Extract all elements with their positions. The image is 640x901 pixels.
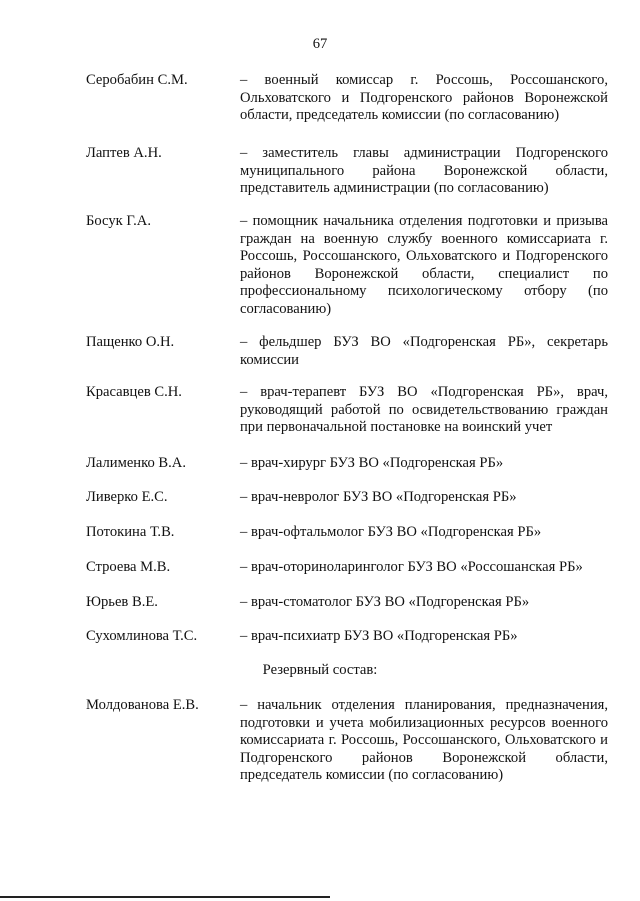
member-name: Молдованова Е.В. [86,697,199,713]
member-role: – помощник начальника отделения подготовки и призыва граждан на военную службу военного комиссариата г. Россошь, Россошанского, Ольховатского и Подгоренского районов Воронежской области, специалист по профессиональному психологическому отбору (по согласованию) [240,213,608,317]
member-role: – врач-терапевт БУЗ ВО «Подгоренская РБ», врач, руководящий работой по освидетельствованию граждан при первоначальной постановке на воинский учет [240,384,608,436]
bottom-rule [0,896,330,898]
page-number: 67 [312,36,328,52]
member-name: Потокина Т.В. [86,524,175,540]
member-role: – врач-психиатр БУЗ ВО «Подгоренская РБ» [240,628,518,644]
member-name: Лалименко В.А. [86,455,186,471]
member-role: – военный комиссар г. Россошь, Россошанского, Ольховатского и Подгоренского районов Воронежской области, председатель комиссии (по согласованию) [240,72,608,124]
member-name: Лаптев А.Н. [86,145,162,161]
member-role: – врач-невролог БУЗ ВО «Подгоренская РБ» [240,489,517,505]
member-name: Серобабин С.М. [86,72,188,88]
member-role: – фельдшер БУЗ ВО «Подгоренская РБ», секретарь комиссии [240,334,608,368]
member-name: Босук Г.А. [86,213,151,229]
member-name: Юрьев В.Е. [86,594,158,610]
member-role: – заместитель главы администрации Подгоренского муниципального района Воронежской области, представитель администрации (по согласованию) [240,145,608,197]
member-name: Ливерко Е.С. [86,489,168,505]
member-role: – врач-офтальмолог БУЗ ВО «Подгоренская РБ» [240,524,542,540]
member-role: – врач-оториноларинголог БУЗ ВО «Россошанская РБ» [240,559,583,575]
member-name: Пащенко О.Н. [86,334,175,350]
member-role: – начальник отделения планирования, предназначения, подготовки и учета мобилизационных ресурсов военного комиссариата г. Россошь, Россошанского, Ольховатского и Подгоренского районов Воронежской области, председатель комиссии (по согласованию) [240,697,608,784]
member-role: – врач-хирург БУЗ ВО «Подгоренская РБ» [240,455,504,471]
member-role: – врач-стоматолог БУЗ ВО «Подгоренская РБ» [240,594,530,610]
member-name: Сухомлинова Т.С. [86,628,198,644]
reserve-section-title: Резервный состав: [262,662,378,678]
member-name: Красавцев С.Н. [86,384,182,400]
member-name: Строева М.В. [86,559,171,575]
